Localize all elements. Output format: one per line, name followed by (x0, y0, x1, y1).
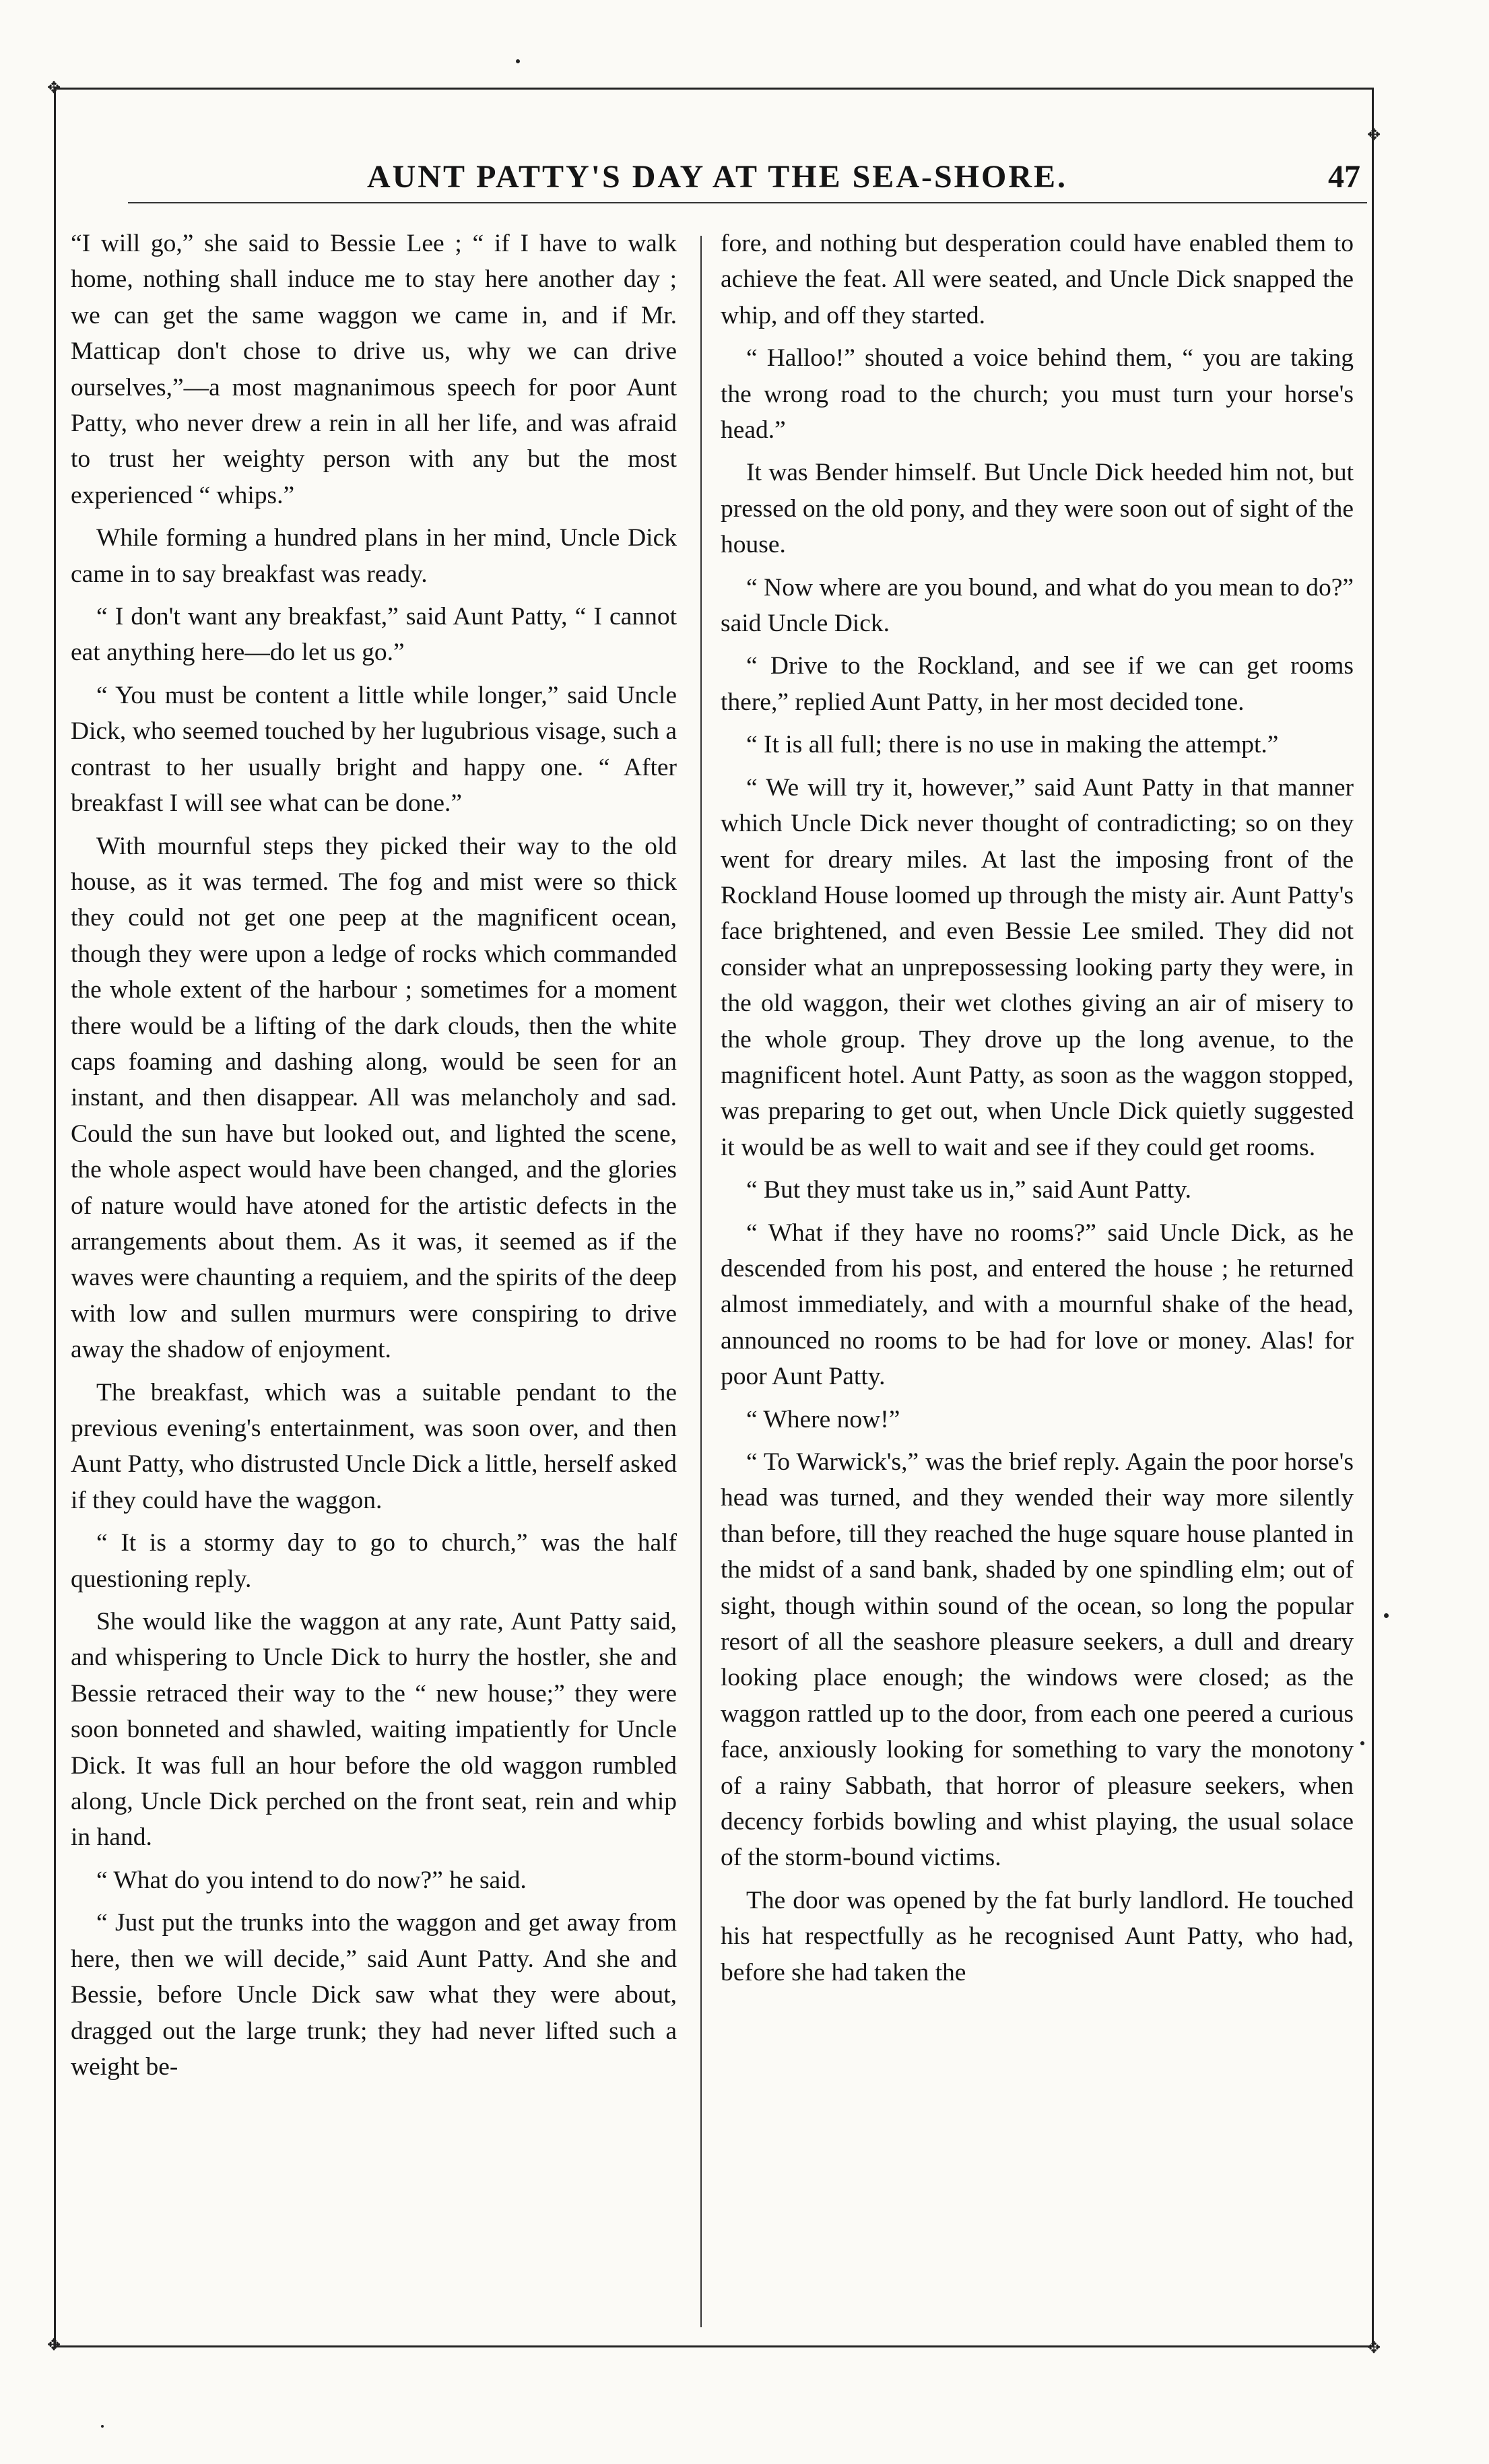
running-title: AUNT PATTY'S DAY AT THE SEA-SHORE. (366, 159, 1068, 195)
paragraph: “ But they must take us in,” said Aunt Patty. (746, 1176, 1192, 1204)
paragraph: “ Halloo!” shouted a voice behind them, “ you are taking the wrong road to the church; you must turn your horse's head.” (721, 344, 1354, 445)
right-column (721, 226, 1354, 2327)
paragraph: “ Now where are you bound, and what do you mean to do?” said Uncle Dick. (721, 573, 1354, 638)
paragraph: The door was opened by the fat burly landlord. He touched his hat respectfully as he recognised Aunt Patty, who had, before she had taken the (721, 1886, 1354, 1986)
column-divider (700, 236, 702, 2327)
paragraph: “ Just put the trunks into the waggon and get away from here, then we will decide,” said Aunt Patty. And she and Bessie, before Uncle Dick saw what they were about, dragged out the large trunk; they had never lifted such a weight be- (71, 1909, 677, 2081)
paragraph: “ I don't want any breakfast,” said Aunt Patty, “ I cannot eat anything here—do let us go.” (71, 603, 677, 667)
paragraph: The breakfast, which was a suitable pendant to the previous evening's entertainment, was soon over, and then Aunt Patty, who distrusted Uncle Dick a little, herself asked if they could have the waggon. (71, 1378, 677, 1514)
paragraph: fore, and nothing but desperation could have enabled them to achieve the feat. All were seated, and Uncle Dick snapped the whip, and off they started. (721, 230, 1354, 329)
ink-speck (1384, 1613, 1389, 1618)
paragraph: It was Bender himself. But Uncle Dick heeded him not, but pressed on the old pony, and they were soon out of sight of the house. (721, 459, 1354, 559)
paragraph: With mournful steps they picked their way to the old house, as it was termed. The fog and mist were so thick they could not get one peep at the magnificent ocean, though they were upon a ledge of rocks which commanded the whole extent of the harbour ; sometimes for a moment there would be a lifting of the dark clouds, then the white caps foaming and dashing along, would be seen for an instant, and then disappear. All was melancholy and sad. Could the sun have but looked out, and lighted the scene, the whole aspect would have been changed, and the glories of nature would have atoned for the artistic defects in the arrangements about them. As it was, it seemed as if the waves were chaunting a requiem, and the spirits of the deep with low and sullen murmurs were conspiring to drive away the shadow of enjoyment. (71, 832, 677, 1364)
paragraph: “ What if they have no rooms?” said Uncle Dick, as he descended from his post, and entered the house ; he returned almost immediately, and with a mournful shake of the head, announced no rooms to be had for love or money. Alas! for poor Aunt Patty. (721, 1219, 1354, 1391)
ink-speck (516, 59, 520, 63)
ink-speck (1360, 1741, 1364, 1745)
paragraph: “ You must be content a little while longer,” said Uncle Dick, who seemed touched by her lugubrious visage, such a contrast to her usually bright and happy one. “ After breakfast I will see what can be done.” (71, 681, 677, 818)
paragraph: “ To Warwick's,” was the brief reply. Again the poor horse's head was turned, and they wended their way more silently than before, till they reached the huge square house planted in the midst of a sand bank, shaded by one spindling elm; out of sight, though within sound of the ocean, so long the popular resort of all the seashore pleasure seekers, a dull and dreary looking place enough; the windows were closed; as the waggon rattled up to the door, from each one peered a curious face, anxiously looking for something to vary the monotony of a rainy Sabbath, that horror of pleasure seekers, when decency forbids bowling and whist playing, the usual solace of the storm-bound victims. (721, 1448, 1354, 1872)
header-rule (128, 202, 1367, 203)
ink-speck (101, 2425, 104, 2428)
left-column (71, 226, 677, 2327)
page-header (64, 158, 1370, 212)
paragraph: “ Drive to the Rockland, and see if we can get rooms there,” replied Aunt Patty, in her most decided tone. (721, 652, 1354, 716)
paragraph: She would like the waggon at any rate, Aunt Patty said, and whispering to Uncle Dick to hurry the hostler, she and Bessie retraced their way to the “ new house;” they were soon bonneted and shawled, waiting impatiently for Uncle Dick. It was full an hour before the old waggon rumbled along, Uncle Dick perched on the front seat, rein and whip in hand. (71, 1608, 677, 1852)
paragraph: “I will go,” she said to Bessie Lee ; “ if I have to walk home, nothing shall induce me to stay here another day ; we can get the same waggon we came in, and if Mr. Matticap don't chose to drive us, why we can drive ourselves,”—a most magnanimous speech for poor Aunt Patty, who never drew a rein in all her life, and was afraid to trust her weighty person with any but the most experienced “ whips.” (71, 230, 677, 509)
corner-ornament-icon: ✥ (1366, 2338, 1381, 2357)
paragraph: While forming a hundred plans in her mind, Uncle Dick came in to say breakfast was ready. (71, 524, 677, 588)
corner-ornament-icon: ✥ (46, 78, 61, 97)
paragraph: “ What do you intend to do now?” he said. (96, 1866, 527, 1894)
paragraph: “ Where now!” (746, 1405, 900, 1433)
paragraph: “ We will try it, however,” said Aunt Patty in that manner which Uncle Dick never thought of contradicting; so on they went for dreary miles. At last the imposing front of the Rockland House loomed up through the misty air. Aunt Patty's face brightened, and even Bessie Lee smiled. They did not consider what an unprepossessing looking party they were, in the old waggon, their wet clothes giving an air of misery to the whole group. They drove up the long avenue, to the magnificent hotel. Aunt Patty, as soon as the waggon stopped, was preparing to get out, when Uncle Dick quietly suggested it would be as well to wait and see if they could get rooms. (721, 773, 1354, 1161)
corner-ornament-icon: ✥ (46, 2335, 61, 2354)
paragraph: “ It is a stormy day to go to church,” was the half questioning reply. (71, 1529, 677, 1593)
page-number: 47 (1328, 159, 1360, 195)
corner-ornament-icon: ✥ (1366, 125, 1381, 144)
paragraph: “ It is all full; there is no use in making the attempt.” (746, 731, 1279, 759)
